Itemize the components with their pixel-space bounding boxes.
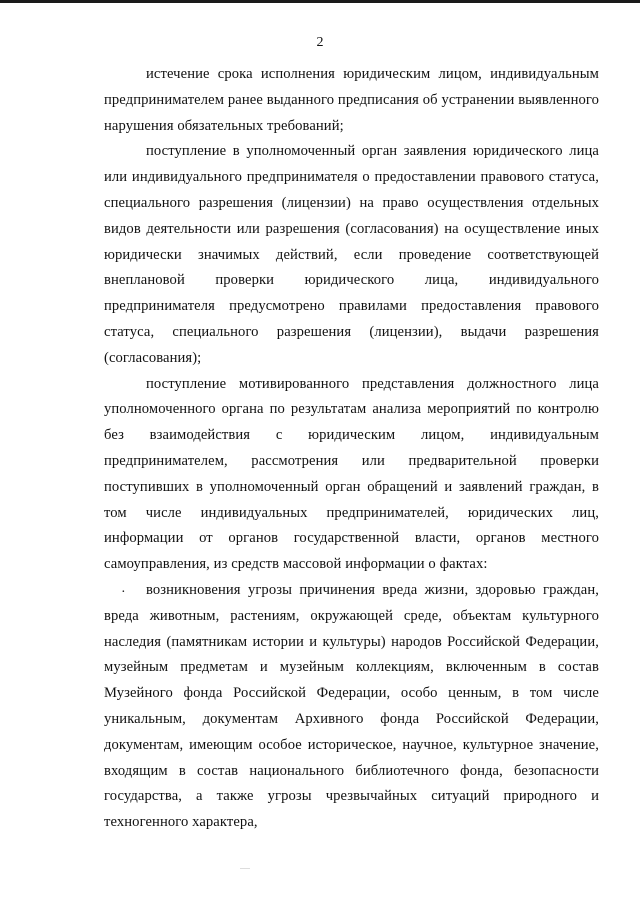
paragraph-expiry-deadline: истечение срока исполнения юридическим лицом, индивидуальным предпринимателем ранее выданного предписания об устранении выявленного нарушения обязательных требований; — [104, 66, 599, 134]
document-body — [104, 62, 599, 836]
paragraph-application-receipt: поступление в уполномоченный орган заявления юридического лица или индивидуального предпринимателя о предоставлении правового статуса, специального разрешения (лицензии) на право осуществления отдельных видов деятельности или разрешения (согласования) на осуществление иных юридически значимых действий, если проведение соответствующей внеплановой проверки юридического лица, индивидуального предпринимателя предусмотрено правилами предоставления правового статуса, специального разрешения (лицензии), выдачи разрешения (согласования); — [104, 143, 599, 366]
page-number: 2 — [316, 35, 324, 50]
top-border-rule — [0, 0, 640, 3]
paragraph-motivated-submission: поступление мотивированного представления должностного лица уполномоченного органа по результатам анализа мероприятий по контролю без взаимодействия с юридическим лицом, индивидуальным предпринимателем, рассмотрения или предварительной проверки поступивших в уполномоченный орган обращений и заявлений граждан, в том числе индивидуальных предпринимателей, юридических лиц, информации от органов государственной власти, органов местного самоуправления, из средств массовой информации о фактах: — [104, 375, 599, 573]
paragraph-threat-of-harm: возникновения угрозы причинения вреда жизни, здоровью граждан, вреда животным, растениям, окружающей среде, объектам культурного наследия (памятникам истории и культуры) народов Российской Федерации, музейным предметам и музейным коллекциям, включенным в состав Музейного фонда Российской Федерации, особо ценным, в том числе уникальным, документам Архивного фонда Российской Федерации, документам, имеющим особое историческое, научное, культурное значение, входящим в состав национального библиотечного фонда, безопасности государства, а также угрозы чрезвычайных ситуаций природного и техногенного характера, — [104, 581, 599, 831]
scan-artifact — [240, 868, 250, 869]
bullet-mark: · — [121, 585, 126, 600]
